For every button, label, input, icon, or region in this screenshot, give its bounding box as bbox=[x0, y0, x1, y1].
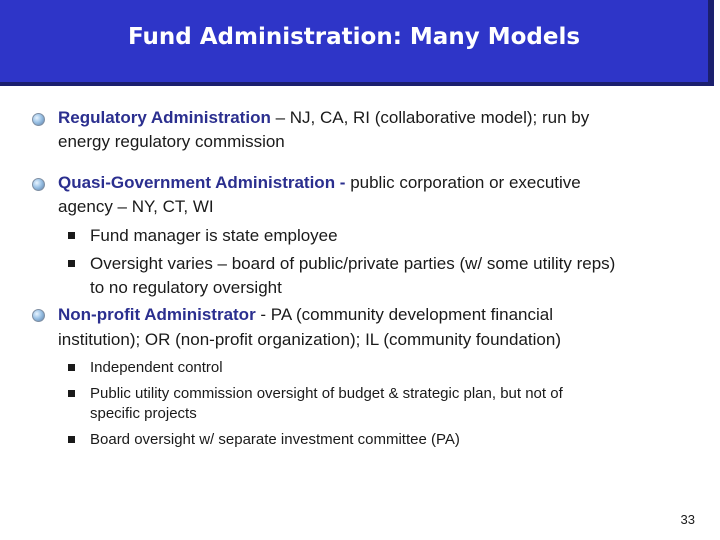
square-bullet-icon bbox=[68, 364, 75, 371]
square-bullet-icon bbox=[68, 436, 75, 443]
square-bullet-icon bbox=[68, 390, 75, 397]
quasi-sub-1: Fund manager is state employee bbox=[90, 226, 338, 245]
bullet-nonprofit-line1 bbox=[58, 304, 708, 325]
nonprofit-sub-3: Board oversight w/ separate investment committee (PA) bbox=[90, 431, 460, 448]
globe-bullet-icon bbox=[32, 178, 45, 191]
quasi-sep: - bbox=[335, 173, 351, 192]
nonprofit-text-1: - PA (community development financial bbox=[255, 305, 554, 324]
globe-bullet-icon bbox=[32, 113, 45, 126]
quasi-sub-2-cont: to no regulatory oversight bbox=[90, 278, 282, 297]
quasi-text-1: public corporation or executive bbox=[350, 173, 581, 192]
nonprofit-sub-2-cont: specific projects bbox=[90, 405, 197, 422]
page-number: 33 bbox=[680, 512, 695, 527]
slide-title: Fund Administration: Many Models bbox=[127, 24, 581, 50]
title-bar bbox=[0, 0, 714, 86]
regulatory-heading: Regulatory Administration bbox=[58, 108, 271, 127]
regulatory-text-2: energy regulatory commission bbox=[58, 132, 285, 151]
nonprofit-sub-2: Public utility commission oversight of budget & strategic plan, but not of bbox=[90, 385, 563, 402]
nonprofit-sub-1: Independent control bbox=[90, 359, 223, 376]
regulatory-text-1: – NJ, CA, RI (collaborative model); run by bbox=[270, 108, 590, 127]
quasi-sub-2: Oversight varies – board of public/private parties (w/ some utility reps) bbox=[90, 254, 616, 273]
quasi-heading: Quasi-Government Administration bbox=[58, 173, 336, 192]
square-bullet-icon bbox=[68, 260, 75, 267]
nonprofit-heading: Non-profit Administrator bbox=[58, 305, 256, 324]
bullet-regulatory-line1 bbox=[58, 107, 708, 128]
nonprofit-text-2: institution); OR (non-profit organization); IL (community foundation) bbox=[58, 330, 561, 349]
square-bullet-icon bbox=[68, 232, 75, 239]
quasi-text-2: agency – NY, CT, WI bbox=[58, 197, 214, 216]
globe-bullet-icon bbox=[32, 309, 45, 322]
bullet-quasi-line1 bbox=[58, 172, 708, 193]
